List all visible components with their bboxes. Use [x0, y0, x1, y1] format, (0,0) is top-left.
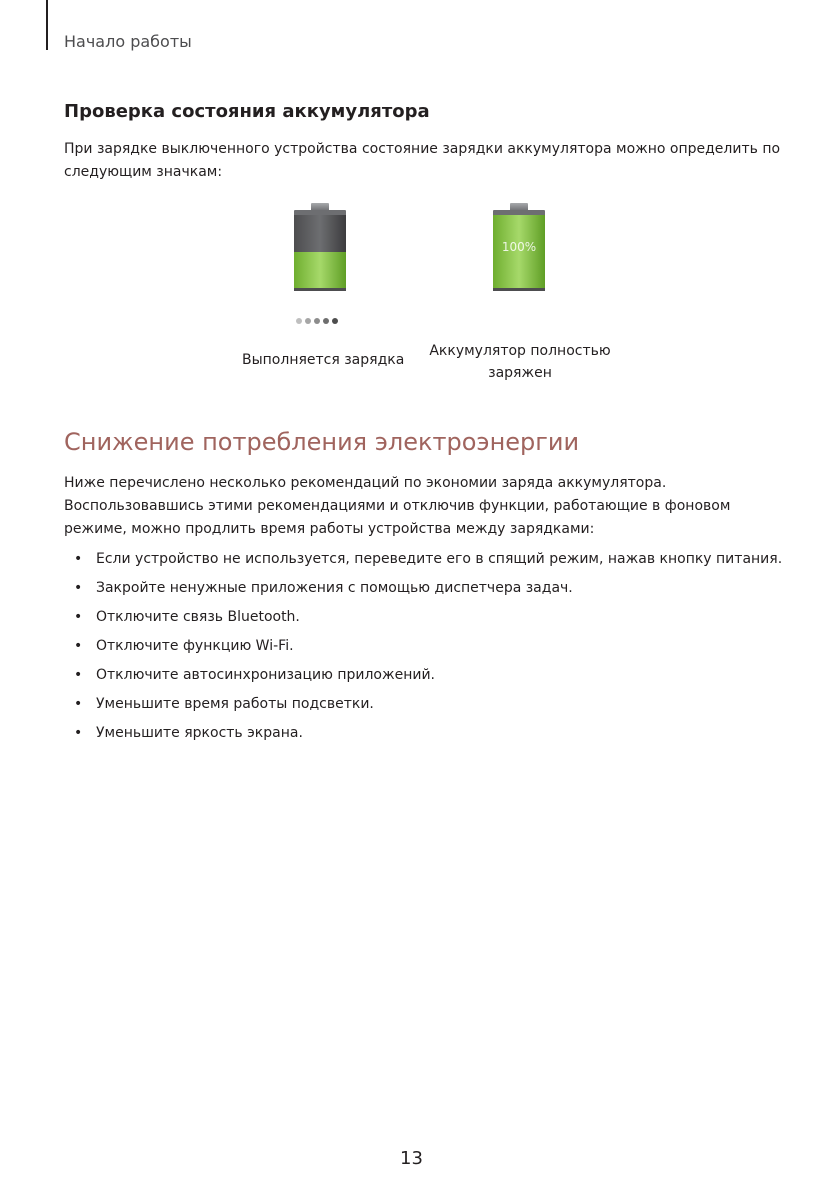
- running-head: Начало работы: [64, 32, 192, 51]
- battery-full-icon: [491, 203, 547, 293]
- tip-text: Отключите связь Bluetooth.: [96, 609, 300, 625]
- bullet-icon: •: [74, 609, 83, 625]
- full-caption-line2: заряжен: [488, 365, 552, 381]
- page-number: 13: [400, 1148, 423, 1169]
- progress-dot: [305, 318, 311, 324]
- tip-list-item: [64, 722, 784, 751]
- charge-level-fill: [294, 252, 346, 289]
- bullet-icon: •: [74, 551, 83, 567]
- power-section-title: Снижение потребления электроэнергии: [64, 428, 580, 456]
- bullet-icon: •: [74, 667, 83, 683]
- tip-list-item: [64, 548, 784, 577]
- tip-text: Отключите функцию Wi-Fi.: [96, 638, 294, 654]
- tip-text: Уменьшите яркость экрана.: [96, 725, 303, 741]
- charging-caption: Выполняется зарядка: [242, 352, 405, 368]
- tip-text: Если устройство не используется, переведите его в спящий режим, нажав кнопку питания.: [96, 551, 783, 567]
- tip-list-item: [64, 693, 784, 722]
- tip-list-item: [64, 606, 784, 635]
- bullet-icon: •: [74, 580, 83, 596]
- progress-dot: [314, 318, 320, 324]
- tip-text: Уменьшите время работы подсветки.: [96, 696, 374, 712]
- bullet-icon: •: [74, 725, 83, 741]
- full-percent-label: 100%: [501, 240, 537, 254]
- power-intro-line1: Ниже перечислено несколько рекомендаций по экономии заряда аккумулятора.: [64, 475, 667, 491]
- power-section-intro: [64, 472, 784, 541]
- bullet-icon: •: [74, 696, 83, 712]
- battery-charging-icon: [292, 203, 348, 293]
- tip-text: Закройте ненужные приложения с помощью диспетчера задач.: [96, 580, 573, 596]
- battery-section-intro: При зарядке выключенного устройства состояние зарядки аккумулятора можно определить по следующим значкам:: [64, 141, 781, 180]
- progress-dot: [296, 318, 302, 324]
- tip-text: Отключите автосинхронизацию приложений.: [96, 667, 436, 683]
- tip-list-item: [64, 635, 784, 664]
- tip-list-item: [64, 577, 784, 606]
- tip-list-item: [64, 664, 784, 693]
- progress-dot: [323, 318, 329, 324]
- power-intro-line2: Воспользовавшись этими рекомендациями и отключив функции, работающие в фоновом режиме, можно продлить время работы устройства между зарядками:: [64, 498, 731, 537]
- battery-section-title: Проверка состояния аккумулятора: [64, 101, 430, 122]
- full-caption-line1: Аккумулятор полностью: [429, 343, 611, 359]
- bullet-icon: •: [74, 638, 83, 654]
- progress-dot: [332, 318, 338, 324]
- full-caption: [420, 340, 620, 384]
- tips-list: [64, 548, 784, 751]
- margin-rule: [46, 0, 48, 50]
- charging-progress-dots: [296, 318, 338, 324]
